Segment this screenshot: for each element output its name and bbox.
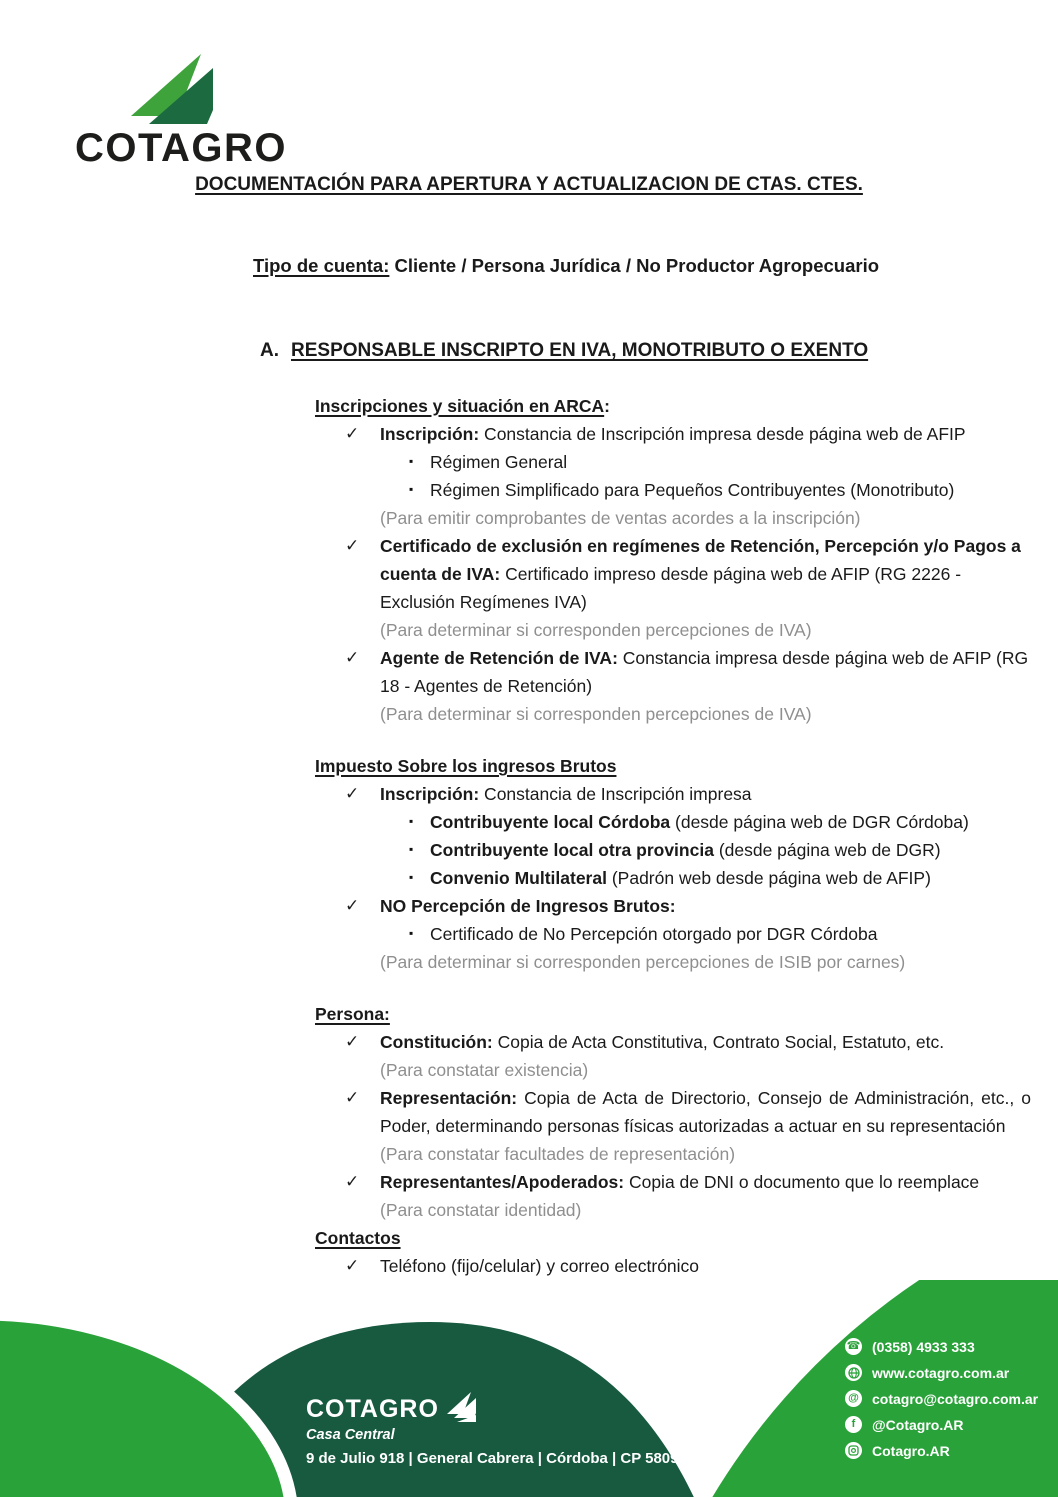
contact-label: (0358) 4933 333	[872, 1338, 975, 1355]
section-a-heading	[260, 340, 868, 362]
checkmark-icon: ✓	[345, 896, 360, 915]
contact-phone	[845, 1338, 1038, 1355]
check-item: ✓ NO Percepción de Ingresos Brutos:	[315, 892, 1031, 920]
check-item: ✓ Constitución: Copia de Acta Constitutiva, Contrato Social, Estatuto, etc.	[315, 1028, 1031, 1056]
globe-icon	[845, 1364, 862, 1381]
footer-office-label: Casa Central	[306, 1427, 395, 1443]
note-text: (Para emitir comprobantes de ventas acordes a la inscripción)	[380, 508, 861, 528]
square-bullet-icon: ▪	[409, 454, 414, 468]
contact-website	[845, 1364, 1038, 1381]
note-text: (Para constatar identidad)	[380, 1200, 582, 1220]
note-text: (Para determinar si corresponden percepciones de IVA)	[380, 704, 812, 724]
contact-label: www.cotagro.com.ar	[872, 1364, 1010, 1381]
contact-label: Cotagro.AR	[872, 1442, 950, 1459]
footer-brand-wordmark: COTAGRO	[306, 1395, 439, 1423]
checkmark-icon: ✓	[345, 784, 360, 803]
square-bullet-icon: ▪	[409, 926, 414, 940]
group-contactos	[315, 1224, 1031, 1280]
contact-facebook	[845, 1416, 1038, 1433]
square-bullet-icon: ▪	[409, 870, 414, 884]
checkmark-icon: ✓	[345, 1172, 360, 1191]
brand-wordmark: COTAGRO	[75, 126, 287, 170]
page-title: DOCUMENTACIÓN PARA APERTURA Y ACTUALIZACION DE CTAS. CTES.	[195, 174, 863, 195]
footer-emblem-icon	[445, 1392, 485, 1422]
cotagro-emblem-icon	[123, 52, 243, 124]
group-heading: Impuesto Sobre los ingresos Brutos	[315, 756, 617, 776]
check-item: ✓ Certificado de exclusión en regímenes de Retención, Percepción y/o Pagos a cuenta de IVA: Certificado impreso desde página web de AFIP (RG 2226 - Exclusión Regímenes IVA)	[315, 532, 1031, 616]
facebook-icon: f	[845, 1416, 862, 1433]
sub-item: ▪ Certificado de No Percepción otorgado por DGR Córdoba	[315, 920, 1031, 948]
contact-label: cotagro@cotagro.com.ar	[872, 1390, 1039, 1407]
note-text: (Para determinar si corresponden percepciones de ISIB por carnes)	[380, 952, 906, 972]
group-persona	[315, 1000, 1031, 1224]
section-title: RESPONSABLE INSCRIPTO EN IVA, MONOTRIBUTO O EXENTO	[291, 340, 869, 361]
note-text: (Para constatar facultades de representación)	[380, 1144, 736, 1164]
group-ingresos-brutos	[315, 752, 1031, 976]
check-item: ✓ Agente de Retención de IVA: Constancia impresa desde página web de AFIP (RG 18 - Agentes de Retención)	[315, 644, 1031, 700]
checkmark-icon: ✓	[345, 424, 360, 443]
section-letter: A.	[260, 340, 279, 361]
instagram-icon	[845, 1442, 862, 1459]
square-bullet-icon: ▪	[409, 814, 414, 828]
sub-item: ▪ Contribuyente local Córdoba (desde página web de DGR Córdoba)	[315, 808, 1031, 836]
account-type-label: Tipo de cuenta:	[253, 255, 390, 276]
footer-office-block	[306, 1392, 678, 1466]
sub-item: ▪ Convenio Multilateral (Padrón web desde página web de AFIP)	[315, 864, 1031, 892]
group-heading: Contactos	[315, 1228, 401, 1248]
checkmark-icon: ✓	[345, 1088, 360, 1107]
contact-label: @Cotagro.AR	[872, 1416, 964, 1433]
account-type-line	[253, 255, 879, 277]
email-icon: @	[845, 1390, 862, 1407]
checklist-content	[315, 392, 1031, 1280]
group-arca	[315, 392, 1031, 728]
checkmark-icon: ✓	[345, 1032, 360, 1051]
checkmark-icon: ✓	[345, 1256, 360, 1275]
contact-email	[845, 1390, 1038, 1407]
sub-item: ▪ Régimen General	[315, 448, 1031, 476]
account-type-value: Cliente / Persona Jurídica / No Productor Agropecuario	[389, 255, 880, 276]
group-heading: Persona:	[315, 1004, 390, 1024]
footer-address: 9 de Julio 918 | General Cabrera | Córdoba | CP 5809	[306, 1449, 679, 1467]
note-text: (Para constatar existencia)	[380, 1060, 589, 1080]
cotagro-logo	[75, 52, 287, 170]
check-item: ✓ Inscripción: Constancia de Inscripción impresa desde página web de AFIP	[315, 420, 1031, 448]
contact-instagram	[845, 1442, 1038, 1459]
footer-contacts	[845, 1338, 1038, 1459]
checkmark-icon: ✓	[345, 536, 360, 555]
sub-item: ▪ Contribuyente local otra provincia (desde página web de DGR)	[315, 836, 1031, 864]
square-bullet-icon: ▪	[409, 842, 414, 856]
square-bullet-icon: ▪	[409, 482, 414, 496]
check-item: ✓ Inscripción: Constancia de Inscripción impresa	[315, 780, 1031, 808]
check-item: ✓ Representantes/Apoderados: Copia de DNI o documento que lo reemplace	[315, 1168, 1031, 1196]
sub-item: ▪ Régimen Simplificado para Pequeños Contribuyentes (Monotributo)	[315, 476, 1031, 504]
note-text: (Para determinar si corresponden percepciones de IVA)	[380, 620, 812, 640]
checkmark-icon: ✓	[345, 648, 360, 667]
group-heading: Inscripciones y situación en ARCA:	[315, 396, 610, 416]
check-item: ✓ Representación: Copia de Acta de Directorio, Consejo de Administración, etc., o Poder, determinando personas físicas autorizadas a actuar en su representación	[315, 1084, 1031, 1140]
check-item: ✓ Teléfono (fijo/celular) y correo electrónico	[315, 1252, 1031, 1280]
footer	[0, 1280, 1058, 1497]
phone-icon: ☎	[845, 1338, 862, 1355]
